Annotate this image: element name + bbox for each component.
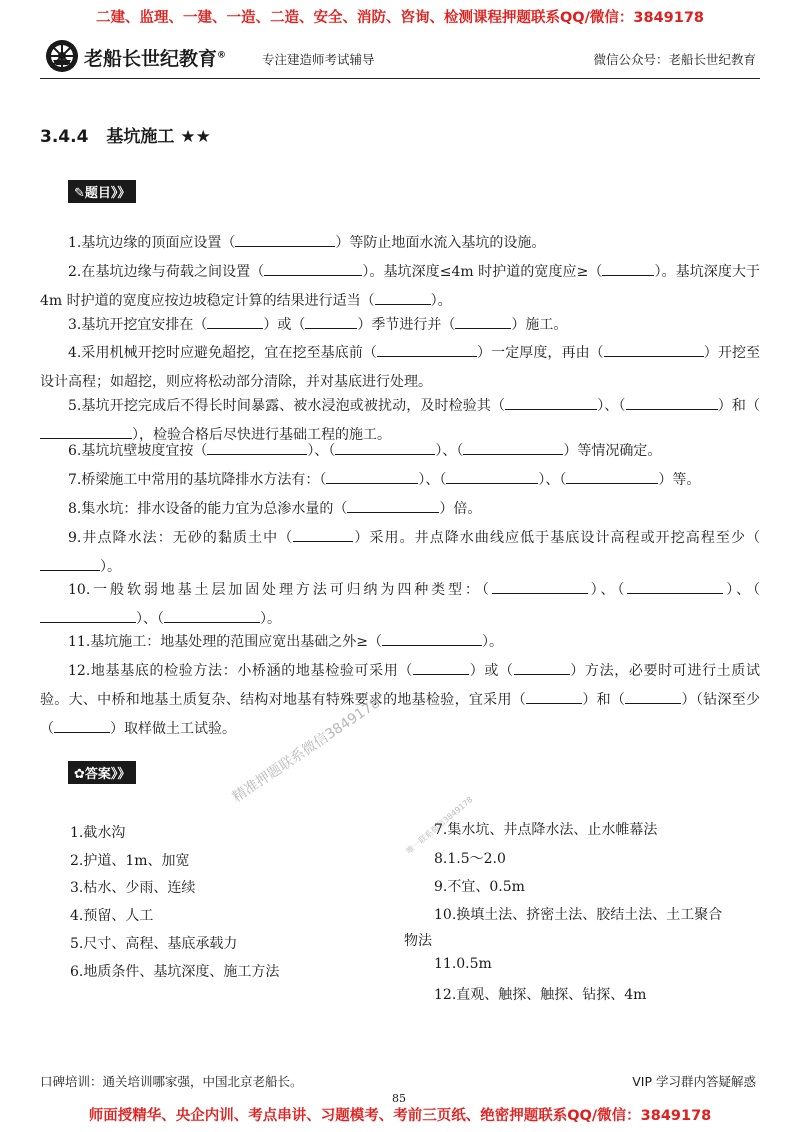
question-3: 3.基坑开挖宜安排在（ ）或（ ）季节进行并（ ）施工。 <box>68 317 568 333</box>
answer-right-12: 12.直观、触探、触探、钻探、4m <box>434 987 647 1003</box>
answer-right-8: 8.1.5～2.0 <box>434 851 506 867</box>
question-2: 2.在基坑边缘与荷载之间设置（ ）。基坑深度≤4m 时护道的宽度应≥（ ）。基坑深度大于 4m 时护道的宽度应按边坡稳定计算的结果进行适当（ ）。 <box>40 264 761 309</box>
header-wechat-account: 微信公众号：老船长世纪教育 <box>593 52 756 67</box>
watermark-main: 精准押题联系微信3849178 <box>229 694 384 806</box>
answer-left-5: 5.尺寸、高程、基底承载力 <box>70 936 238 952</box>
answer-right-7: 7.集水坑、井点降水法、止水帷幕法 <box>434 822 658 838</box>
question-7: 7.桥梁施工中常用的基坑降排水方法有：（ ）、（ ）、（ ）等。 <box>68 472 701 488</box>
top-promo-banner: 二建、监理、一建、一造、二造、安全、消防、咨询、检测课程押题联系QQ/微信：3849178 <box>95 10 705 26</box>
watermark-small: 唯一联系微信3849178 <box>404 795 475 856</box>
section-heading: 3.4.4 基坑施工 ★★ <box>40 127 211 147</box>
answer-right-11: 11.0.5m <box>434 956 492 972</box>
question-9: 9.井点降水法：无砂的黏质土中（ ）采用。井点降水曲线应低于基底设计高程或开挖高程至少（）。 <box>40 524 760 582</box>
question-5: 5.基坑开挖完成后不得长时间暴露、被水浸泡或被扰动，及时检验其（ ）、（ ）和（），检验合格后尽快进行基础工程的施工。 <box>40 392 760 450</box>
answer-left-1: 1.截水沟 <box>70 825 126 841</box>
answer-left-3: 3.枯水、少雨、连续 <box>70 880 196 896</box>
question-1: 1.基坑边缘的顶面应设置（ ）等防止地面水流入基坑的设施。 <box>68 235 546 251</box>
answers-label: ✿答案》》 <box>68 761 136 784</box>
question-11: 11.基坑施工：地基处理的范围应宽出基础之外≥（ ）。 <box>68 634 503 650</box>
question-10: 10.一般软弱地基土层加固处理方法可归纳为四种类型：（ ）、（ ）、（）、（ ）。 <box>40 576 760 634</box>
question-6: 6.基坑坑壁坡度宜按（ ）、（ ）、（ ）等情况确定。 <box>68 443 662 459</box>
footer-slogan: 口碑培训：通关培训哪家强，中国北京老船长。 <box>40 1074 303 1089</box>
answer-left-2: 2.护道、1m、加宽 <box>70 853 190 869</box>
header-divider <box>40 78 760 79</box>
brand-logo-text: 老船长世纪教育® <box>84 48 227 70</box>
question-4: 4.采用机械开挖时应避免超挖，宜在挖至基底前（ ）一定厚度，再由（ ）开挖至设计高程；如超挖，则应将松动部分清除，并对基底进行处理。 <box>40 345 761 390</box>
answer-left-6: 6.地质条件、基坑深度、施工方法 <box>70 964 280 980</box>
ship-wheel-logo-icon <box>44 38 80 74</box>
page-number: 85 <box>392 1092 406 1105</box>
bottom-promo-banner: 师面授精华、央企内训、考点串讲、习题模考、考前三页纸、绝密押题联系QQ/微信：3849178 <box>88 1108 712 1124</box>
answer-right-9: 9.不宜、0.5m <box>434 879 525 895</box>
question-8: 8.集水坑：排水设备的能力宜为总渗水量的（ ）倍。 <box>68 501 482 517</box>
question-12: 12.地基基底的检验方法：小桥涵的地基检验可采用（ ）或（ ）方法，必要时可进行土质试验。大、中桥和地基土质复杂、结构对地基有特殊要求的地基检验，宜采用（ ）和（ ）（钻深至少（ ）取样做土工试验。 <box>40 663 761 737</box>
header-tagline: 专注建造师考试辅导 <box>262 52 375 67</box>
footer-vip-note: VIP 学习群内答疑解惑 <box>632 1074 756 1089</box>
answer-left-4: 4.预留、人工 <box>70 908 154 924</box>
questions-label: ✎题目》》 <box>68 180 136 203</box>
answer-right-10: 10.换填土法、挤密土法、胶结土法、土工聚合物法 <box>404 907 723 949</box>
